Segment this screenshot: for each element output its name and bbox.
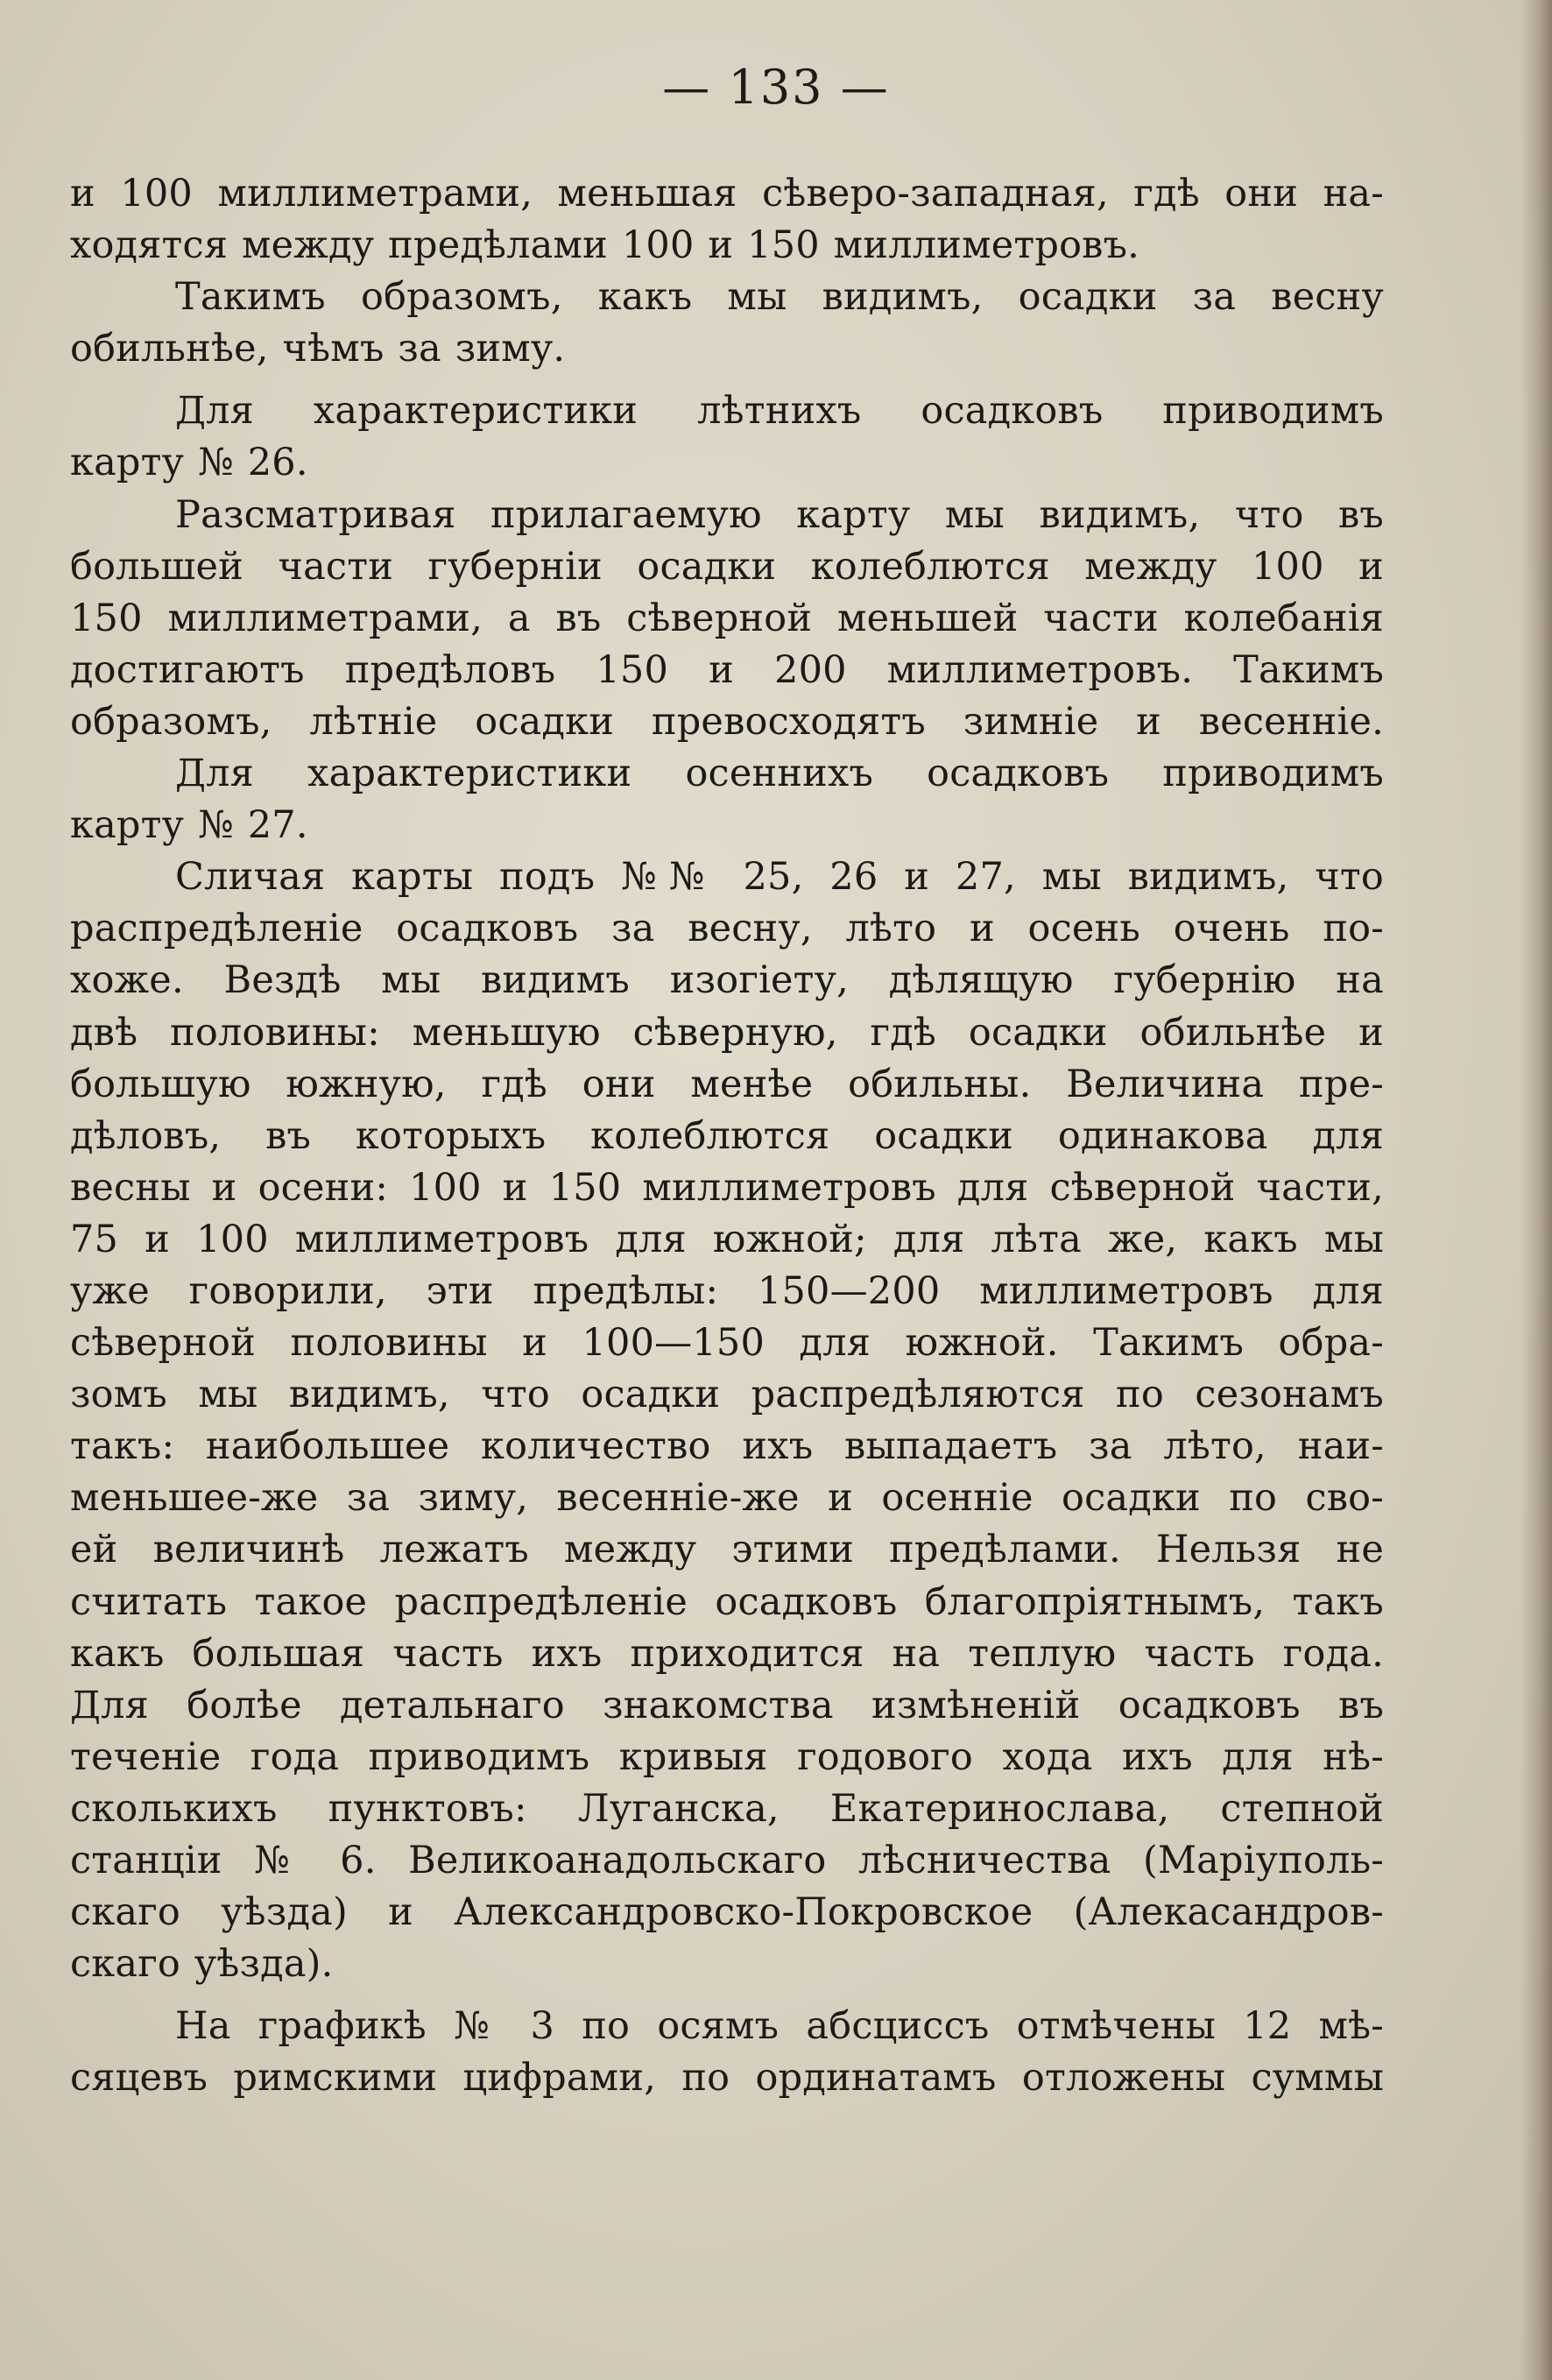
text-line: ей величинѣ лежатъ между этими предѣлами. Нельзя не: [70, 1528, 1384, 1572]
text-line: карту № 26.: [70, 441, 308, 485]
text-line: зомъ мы видимъ, что осадки распредѣляются по сезонамъ: [70, 1373, 1384, 1417]
text-line: Сличая карты подъ №№ 25, 26 и 27, мы видимъ, что: [175, 855, 1384, 900]
page-number: — 133 —: [662, 60, 890, 115]
text-line: достигаютъ предѣловъ 150 и 200 миллиметровъ. Такимъ: [70, 647, 1384, 692]
text-line: теченіе года приводимъ кривыя годового хода ихъ для нѣ-: [70, 1734, 1384, 1779]
text-line: На графикѣ № 3 по осямъ абсциссъ отмѣчены 12 мѣ-: [175, 2004, 1384, 2049]
text-line: карту № 27.: [70, 803, 308, 848]
text-line: большую южную, гдѣ они менѣе обильны. Величина пре-: [70, 1062, 1384, 1106]
body-text: [70, 168, 1384, 2104]
text-line: какъ большая часть ихъ приходится на теплую часть года.: [70, 1631, 1384, 1676]
text-line: ходятся между предѣлами 100 и 150 миллиметровъ.: [70, 223, 1140, 268]
text-line: большей части губерніи осадки колеблются между 100 и: [70, 544, 1384, 589]
text-line: Такимъ образомъ, какъ мы видимъ, осадки за весну: [175, 275, 1384, 320]
text-line: считать такое распредѣленіе осадковъ благопріятнымъ, такъ: [70, 1579, 1384, 1624]
text-line: сяцевъ римскими цифрами, по ординатамъ отложены суммы: [70, 2056, 1384, 2101]
text-line: образомъ, лѣтніе осадки превосходятъ зимніе и весенніе.: [70, 699, 1384, 744]
text-line: меньшее-же за зиму, весенніе-же и осенніе осадки по сво-: [70, 1476, 1384, 1521]
text-line: Разсматривая прилагаемую карту мы видимъ, что въ: [175, 492, 1384, 537]
text-line: станціи № 6. Великоанадольскаго лѣсничества (Маріуполь-: [70, 1839, 1384, 1882]
text-line: скаго уѣзда) и Александровско-Покровское (Алекасандров-: [70, 1890, 1384, 1935]
text-line: весны и осени: 100 и 150 миллиметровъ для сѣверной части,: [70, 1165, 1384, 1210]
text-line: сѣверной половины и 100—150 для южной. Такимъ обра-: [70, 1321, 1384, 1366]
text-line: Для характеристики лѣтнихъ осадковъ приводимъ: [175, 389, 1384, 434]
text-line: Для болѣе детальнаго знакомства измѣненій осадковъ въ: [70, 1683, 1384, 1727]
text-line: уже говорили, эти предѣлы: 150—200 миллиметровъ для: [70, 1268, 1384, 1313]
text-line: 75 и 100 миллиметровъ для южной; для лѣта же, какъ мы: [70, 1217, 1384, 1261]
text-line: распредѣленіе осадковъ за весну, лѣто и осень очень по-: [70, 907, 1384, 951]
text-line: скаго уѣзда).: [70, 1942, 334, 1987]
text-line: 150 миллиметрами, а въ сѣверной меньшей части колебанія: [70, 596, 1384, 640]
text-line: обильнѣе, чѣмъ за зиму.: [70, 327, 566, 371]
text-line: дѣловъ, въ которыхъ колеблются осадки одинакова для: [70, 1113, 1384, 1158]
text-line: Для характеристики осеннихъ осадковъ приводимъ: [175, 752, 1384, 796]
text-line: двѣ половины: меньшую сѣверную, гдѣ осадки обильнѣе и: [70, 1010, 1384, 1055]
page-edge-shadow: [1520, 0, 1552, 2380]
text-line: и 100 миллиметрами, меньшая сѣверо-западная, гдѣ они на-: [70, 172, 1384, 215]
text-line: сколькихъ пунктовъ: Луганска, Екатеринослава, степной: [70, 1786, 1384, 1831]
text-line: хоже. Вездѣ мы видимъ изогіету, дѣлящую губернію на: [70, 958, 1384, 1003]
text-line: такъ: наибольшее количество ихъ выпадаетъ за лѣто, наи-: [70, 1424, 1384, 1469]
